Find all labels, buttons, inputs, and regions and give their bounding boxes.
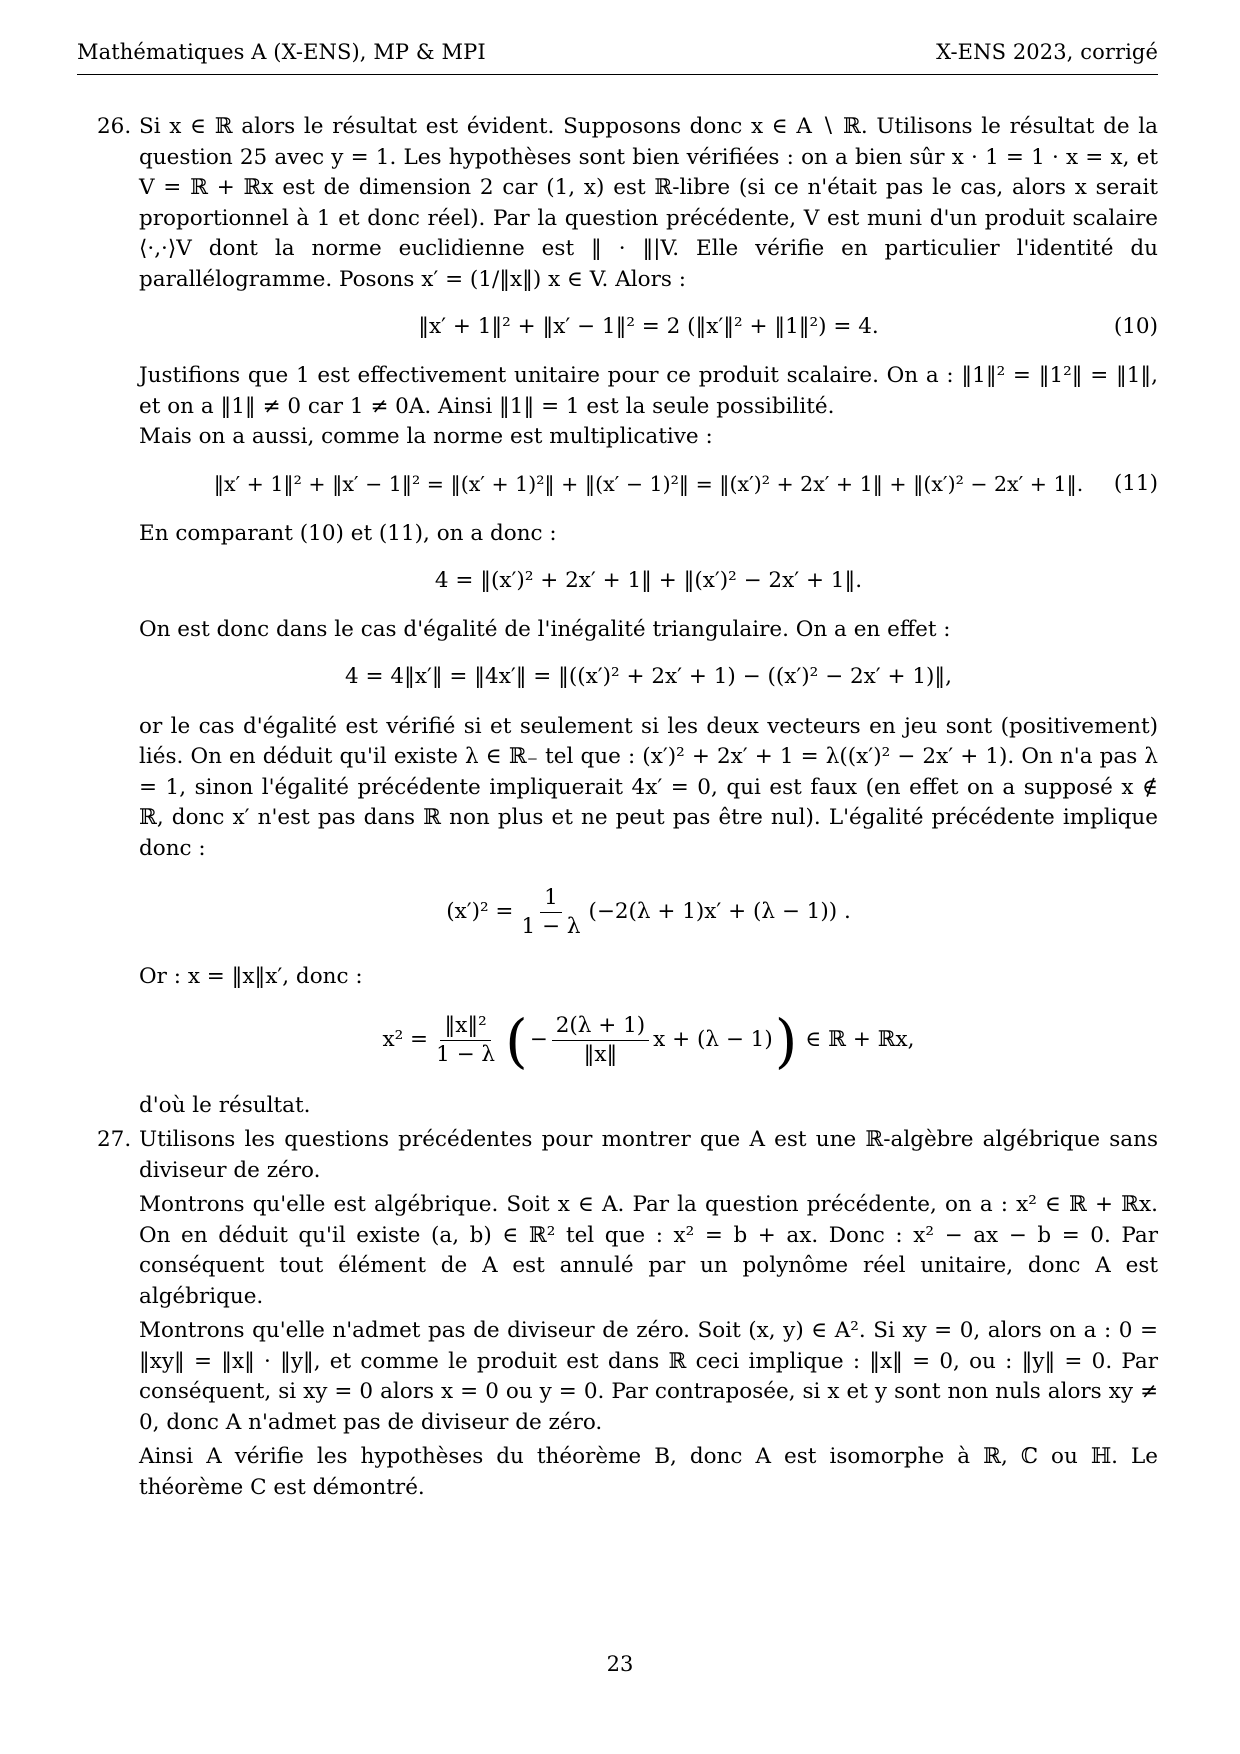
numerator: 1: [540, 884, 562, 913]
header-left: Mathématiques A (X-ENS), MP & MPI: [77, 40, 486, 64]
equation-lhs: x² =: [382, 1027, 429, 1053]
numerator: 2(λ + 1): [552, 1012, 649, 1041]
paragraph: Montrons qu'elle est algébrique. Soit x ∈ A. Par la question précédente, on a : x² ∈ ℝ + ℝx. On en déduit qu'il existe (a, b) ∈ ℝ² tel que : x² = b + ax. Donc : x² − ax − b = 0. Par conséquent tout élément de A est annulé par un polynôme réel unitaire, donc A est algébrique.: [139, 1192, 1158, 1309]
equation-rhs: ∈ ℝ + ℝx,: [805, 1027, 915, 1053]
question-number: 26.: [97, 114, 132, 139]
numerator: ‖x‖²: [440, 1012, 490, 1041]
equation: [139, 658, 1158, 698]
equation-body: 4 = 4‖x′‖ = ‖4x′‖ = ‖((x′)² + 2x′ + 1) − ((x′)² − 2x′ + 1)‖,: [345, 664, 952, 690]
paragraph: Mais on a aussi, comme la norme est multiplicative :: [139, 424, 713, 449]
paragraph: En comparant (10) et (11), on a donc :: [139, 520, 557, 546]
fraction: [552, 1012, 649, 1069]
equation-tag: (10): [1113, 313, 1158, 339]
equation-tag: (11): [1113, 471, 1158, 497]
left-parenthesis: (: [505, 1006, 528, 1075]
equation: [139, 561, 1158, 601]
equation: [139, 880, 1158, 944]
fraction: [517, 884, 584, 941]
running-header: [77, 40, 1158, 75]
question-number: 27.: [97, 1127, 132, 1152]
paragraph: Utilisons les questions précédentes pour montrer que A est une ℝ-algèbre algébrique sans diviseur de zéro.: [139, 1127, 1158, 1183]
equation-middle: x + (λ − 1): [653, 1027, 773, 1053]
question-26: [77, 112, 1158, 1121]
equation-11: [139, 465, 1158, 505]
denominator: 1 − λ: [436, 1042, 496, 1067]
paragraph: Montrons qu'elle n'admet pas de diviseur de zéro. Soit (x, y) ∈ A². Si xy = 0, alors on a : 0 = ‖xy‖ = ‖x‖ · ‖y‖, et comme le produit est dans ℝ ceci implique : ‖x‖ = 0, ou : ‖y‖ = 0. Par conséquent, si xy = 0 alors x = 0 ou y = 0. Par contraposée, si x et y sont non nuls alors xy ≠ 0, donc A n'admet pas de diviseur de zéro.: [139, 1318, 1158, 1435]
equation-body: ‖x′ + 1‖² + ‖x′ − 1‖² = 2 (‖x′‖² + ‖1‖²) = 4.: [418, 313, 879, 339]
equation-lhs: (x′)² =: [446, 898, 514, 924]
paragraph: Or : x = ‖x‖x′, donc :: [139, 964, 363, 989]
fraction: [432, 1012, 499, 1069]
paragraph: Justifions que 1 est effectivement unitaire pour ce produit scalaire. On a : ‖1‖² = ‖1²‖ = ‖1‖, et on a ‖1‖ ≠ 0 car 1 ≠ 0A. Ainsi ‖1‖ = 1 est la seule possibilité.: [139, 363, 1158, 419]
paragraph: On est donc dans le cas d'égalité de l'inégalité triangulaire. On a en effet :: [139, 617, 951, 642]
minus-sign: −: [529, 1027, 548, 1053]
paragraph: d'où le résultat.: [139, 1092, 311, 1118]
denominator: 1 − λ: [521, 913, 581, 939]
equation-10: [139, 307, 1158, 347]
page-content: [77, 112, 1158, 1503]
right-parenthesis: ): [774, 1006, 798, 1075]
header-right: X-ENS 2023, corrigé: [936, 40, 1158, 64]
denominator: ‖x‖: [583, 1042, 618, 1067]
equation-body: ‖x′ + 1‖² + ‖x′ − 1‖² = ‖(x′ + 1)²‖ + ‖(x′ − 1)²‖ = ‖(x′)² + 2x′ + 1‖ + ‖(x′)² − 2x′ + 1‖.: [213, 472, 1084, 497]
page-number: 23: [606, 1652, 634, 1676]
question-27: [77, 1125, 1158, 1503]
equation-body: 4 = ‖(x′)² + 2x′ + 1‖ + ‖(x′)² − 2x′ + 1‖.: [434, 567, 863, 593]
equation: [139, 1006, 1158, 1075]
paragraph: Ainsi A vérifie les hypothèses du théorème B, donc A est isomorphe à ℝ, ℂ ou ℍ. Le théorème C est démontré.: [139, 1444, 1158, 1500]
paragraph: or le cas d'égalité est vérifié si et seulement si les deux vecteurs en jeu sont (positivement) liés. On en déduit qu'il existe λ ∈ ℝ₋ tel que : (x′)² + 2x′ + 1 = λ((x′)² − 2x′ + 1). On n'a pas λ = 1, sinon l'égalité précédente impliquerait 4x′ = 0, qui est faux (en effet on a supposé x ∉ ℝ, donc x′ n'est pas dans ℝ non plus et ne peut pas être nul). L'égalité précédente implique donc :: [139, 713, 1158, 861]
equation-rhs: (−2(λ + 1)x′ + (λ − 1)) .: [588, 898, 851, 924]
paragraph: Si x ∈ ℝ alors le résultat est évident. Supposons donc x ∈ A ∖ ℝ. Utilisons le résultat de la question 25 avec y = 1. Les hypothèses sont bien vérifiées : on a bien sûr x · 1 = 1 · x = x, et V = ℝ + ℝx est de dimension 2 car (1, x) est ℝ-libre (si ce n'était pas le cas, alors x serait proportionnel à 1 et donc réel). Par la question précédente, V est muni d'un produit scalaire ⟨·,·⟩V dont la norme euclidienne est ‖ · ‖|V. Elle vérifie en particulier l'identité du parallélogramme. Posons x′ = (1/‖x‖) x ∈ V. Alors :: [139, 114, 1158, 292]
